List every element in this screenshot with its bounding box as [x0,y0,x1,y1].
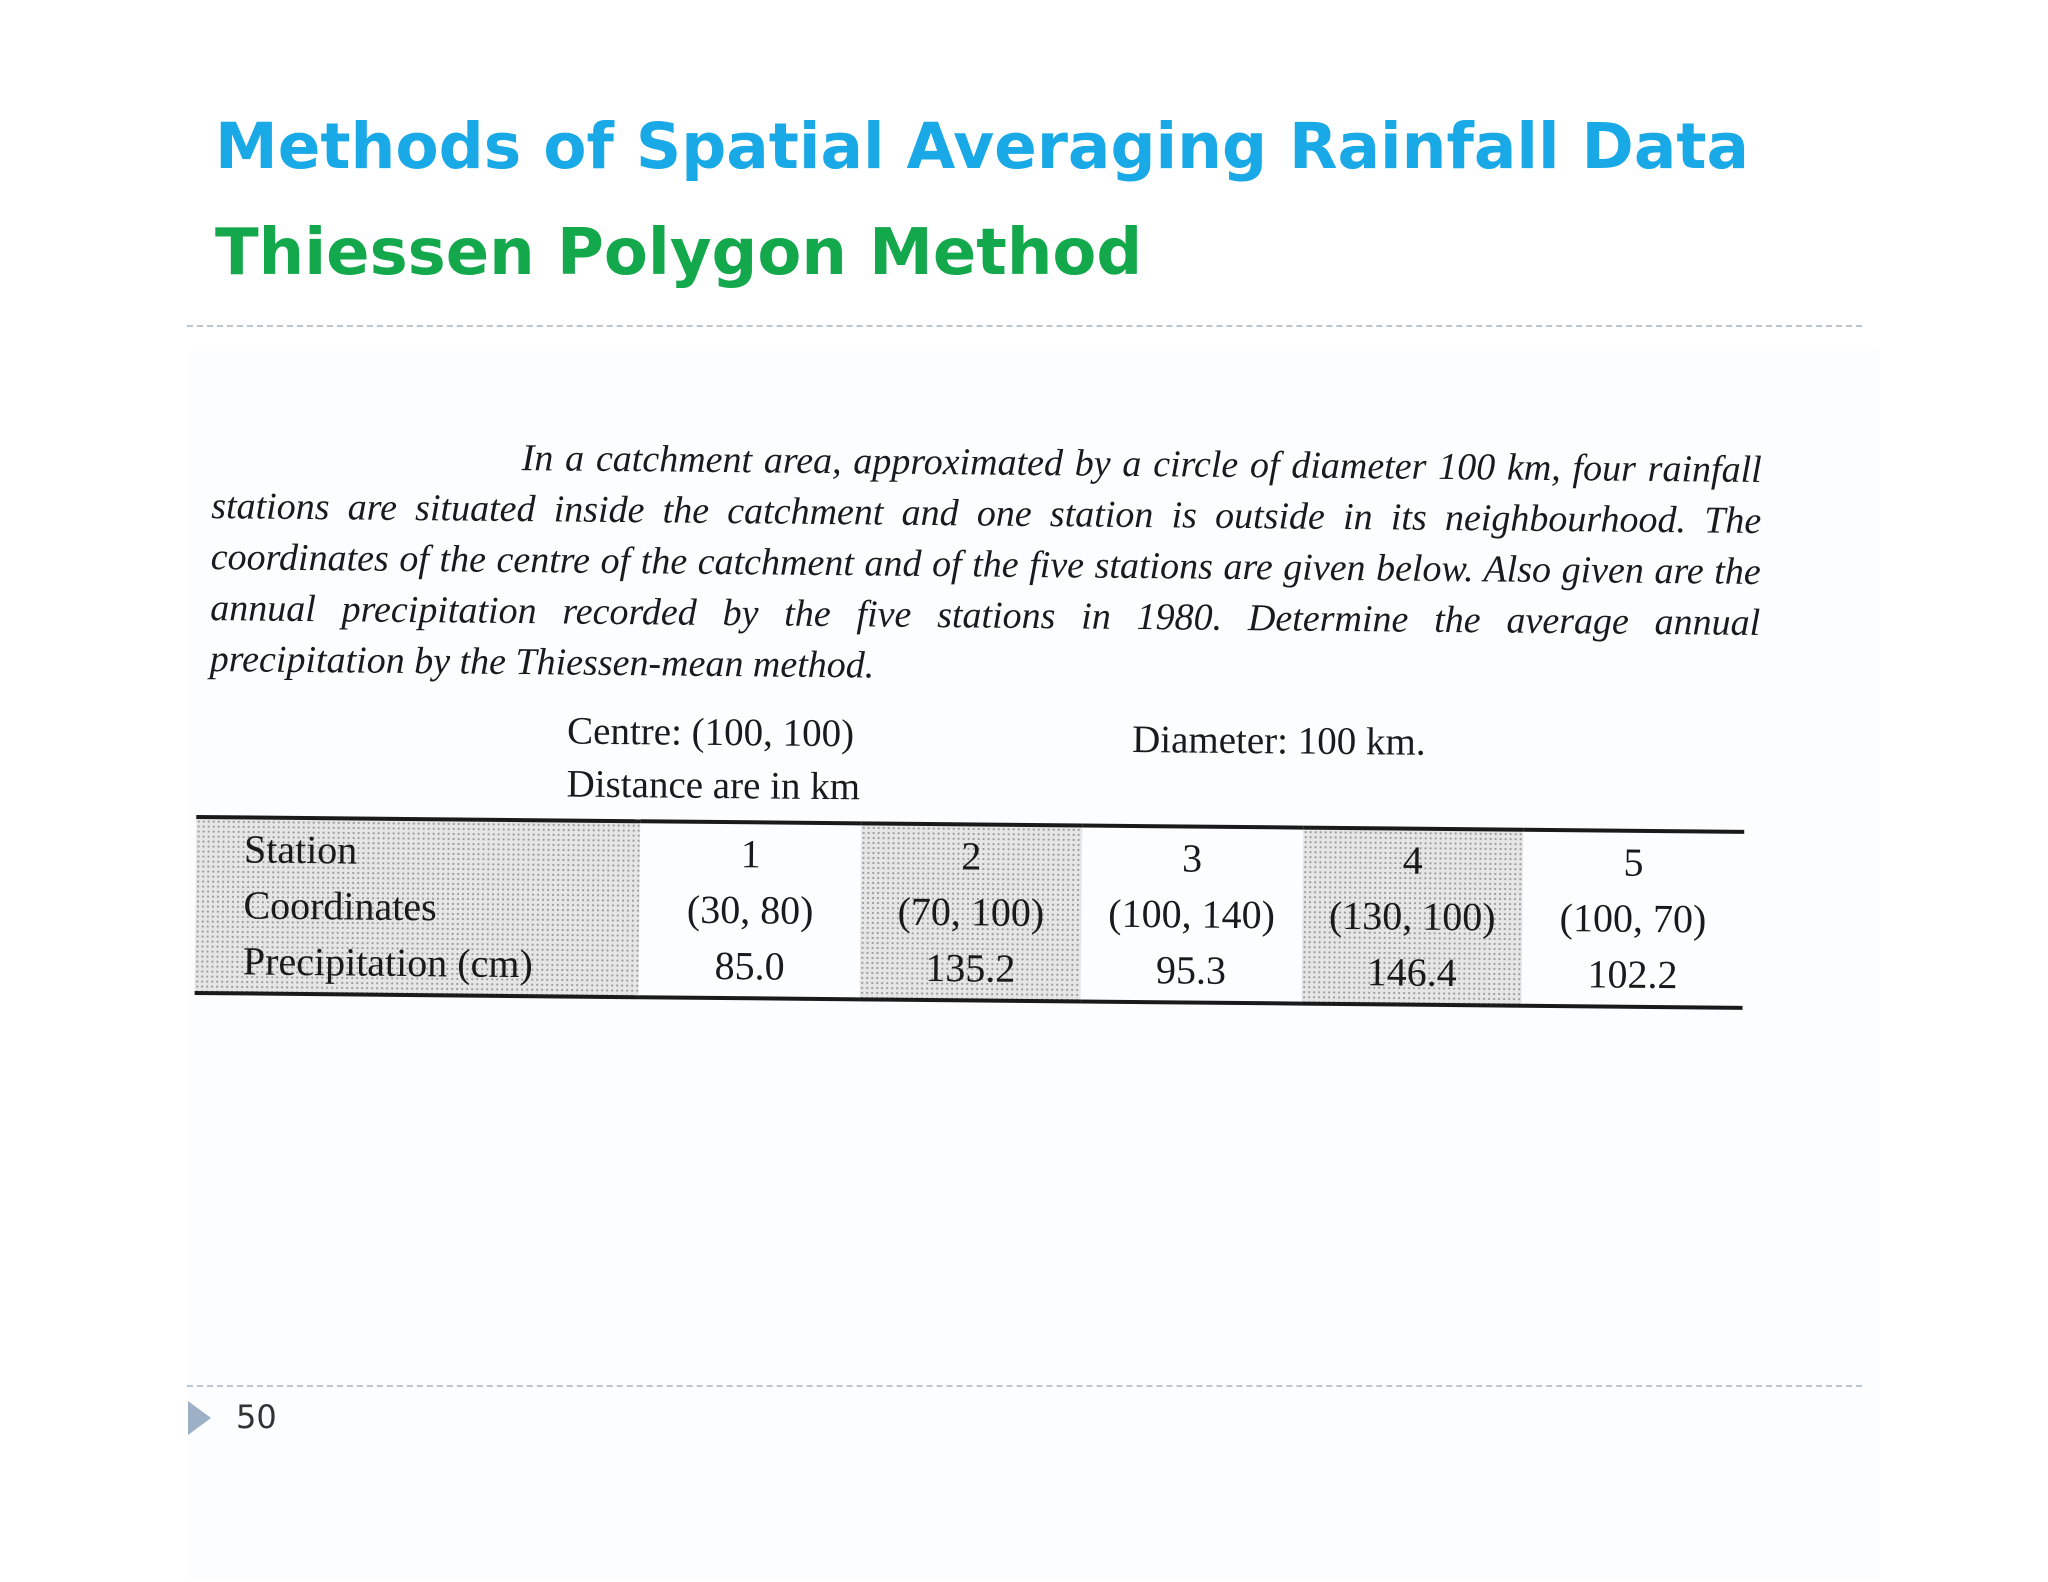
row-label-coordinates: Coordinates [243,882,437,930]
station-number: 5 [1623,839,1644,885]
station-precipitation: 95.3 [1155,947,1227,993]
bottom-divider [187,1385,1862,1387]
station-table [195,815,1745,1010]
station-coordinates: (70, 100) [897,888,1045,936]
station-precipitation: 85.0 [714,942,785,989]
row-label-precipitation: Precipitation (cm) [242,938,534,987]
station-coordinates: (30, 80) [686,886,814,933]
station-column-4 [1301,828,1523,1006]
station-column-2 [860,823,1082,1001]
centre-label: Centre: (100, 100) [566,709,855,756]
scanned-problem [194,430,1780,1055]
distance-note: Distance are in km [566,762,861,809]
row-label-station: Station [243,826,358,873]
top-divider [187,325,1862,327]
station-precipitation: 102.2 [1587,951,1678,998]
station-column-5 [1522,830,1744,1008]
station-coordinates: (100, 70) [1559,895,1707,942]
station-number: 2 [961,833,982,879]
station-column-1 [639,821,861,999]
triangle-bullet-icon [188,1401,211,1435]
station-column-3 [1080,825,1302,1003]
table-row [195,817,1745,1008]
station-precipitation: 135.2 [925,944,1016,991]
row-labels-cell [195,817,641,997]
diameter-label: Diameter: 100 km. [1131,717,1426,764]
station-number: 1 [740,831,761,877]
station-coordinates: (100, 140) [1108,890,1276,938]
page-number: 50 [236,1398,277,1436]
station-number: 4 [1402,837,1424,883]
problem-statement: In a catchment area, approximated by a circle of diameter 100 km, four rainfall stations are situated inside the catchment and one station is outside in its neighbourhood. The coordinates of the centre of the catchment and of the five stations are given below. Also given are the annual precipitation recorded by the five stations in 1980. Determine the average annual precipitation by the Thiessen-mean method. [209,437,1762,687]
station-number: 3 [1181,835,1203,881]
station-coordinates: (130, 100) [1328,892,1496,940]
slide-title: Methods of Spatial Averaging Rainfall Data [215,110,1749,183]
slide-subtitle: Thiessen Polygon Method [215,216,1143,290]
station-precipitation: 146.4 [1366,949,1457,996]
